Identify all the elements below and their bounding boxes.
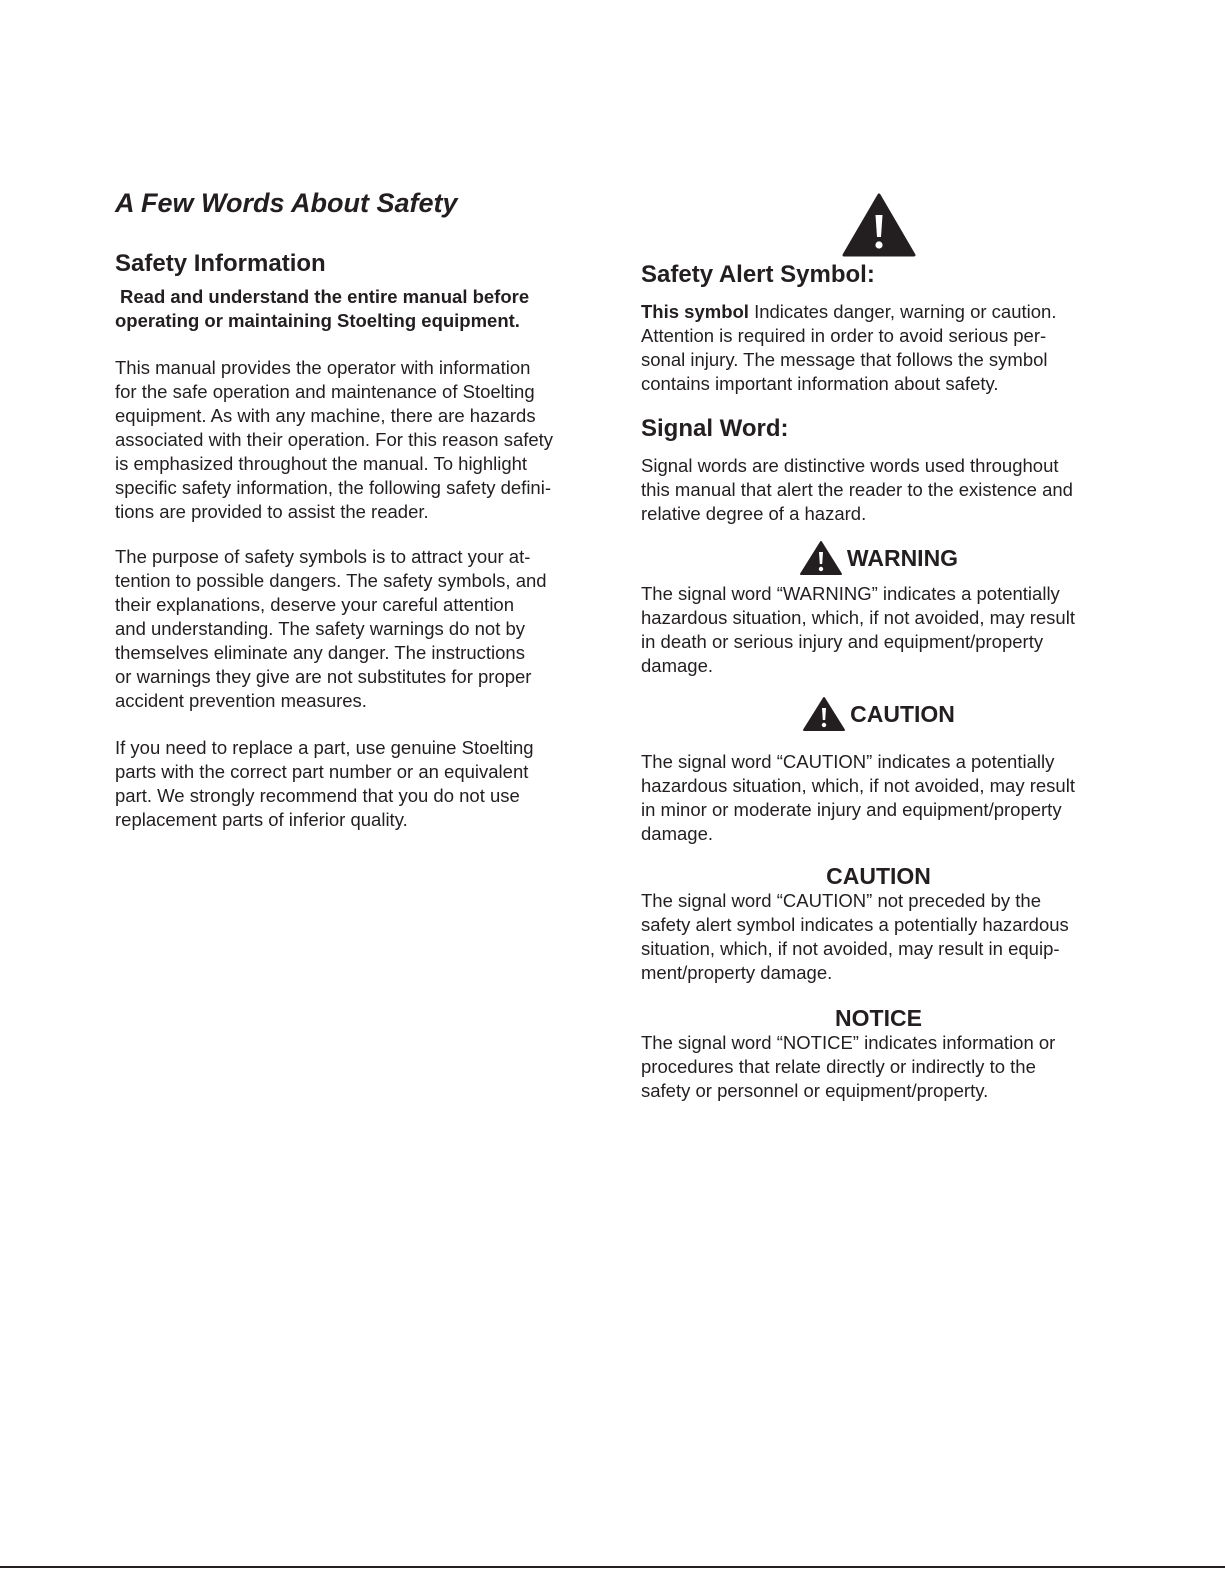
caution-alert-icon: [802, 696, 846, 732]
para2-line: The purpose of safety symbols is to attract your at-: [115, 546, 531, 567]
intro-bold: [115, 285, 590, 333]
para1-line: This manual provides the operator with information: [115, 357, 531, 378]
para1-line: equipment. As with any machine, there are hazards: [115, 405, 536, 426]
caution-word: CAUTION: [850, 701, 955, 727]
signal-line: Signal words are distinctive words used throughout: [641, 455, 1059, 476]
paragraph-symbols: [115, 545, 590, 713]
alert-line: sonal injury. The message that follows the symbol: [641, 349, 1048, 370]
notice-line: procedures that relate directly or indirectly to the: [641, 1056, 1036, 1077]
safety-information-heading: Safety Information: [115, 250, 326, 277]
intro-bold-line-2: operating or maintaining Stoelting equipment.: [115, 310, 520, 331]
para1-line: specific safety information, the following safety defini-: [115, 477, 551, 498]
alert-symbol-paragraph: [641, 300, 1116, 396]
caution-paragraph: [641, 750, 1116, 846]
notice-word: NOTICE: [835, 1005, 922, 1031]
bottom-rule: [0, 1566, 1225, 1568]
para2-line: tention to possible dangers. The safety symbols, and: [115, 570, 547, 591]
paragraph-hazards: [115, 356, 590, 524]
caution-line: The signal word “CAUTION” indicates a potentially: [641, 751, 1055, 772]
warning-alert-icon: [799, 540, 843, 576]
para2-line: or warnings they give are not substitutes for proper: [115, 666, 532, 687]
signal-line: this manual that alert the reader to the existence and: [641, 479, 1073, 500]
caution-no-symbol-label: [641, 862, 1116, 890]
alert-line: Attention is required in order to avoid serious per-: [641, 325, 1047, 346]
caution2-line: safety alert symbol indicates a potentially hazardous: [641, 914, 1069, 935]
para3-line: replacement parts of inferior quality.: [115, 809, 408, 830]
warning-line: in death or serious injury and equipment/property: [641, 631, 1044, 652]
para3-line: If you need to replace a part, use genuine Stoelting: [115, 737, 534, 758]
caution-line: in minor or moderate injury and equipment/property: [641, 799, 1062, 820]
caution-line: damage.: [641, 823, 713, 844]
alert-line: contains important information about safety.: [641, 373, 999, 394]
notice-label: [641, 1004, 1116, 1032]
this-symbol-lead: This symbol: [641, 301, 749, 322]
warning-word: WARNING: [846, 545, 959, 571]
para1-line: is emphasized throughout the manual. To highlight: [115, 453, 528, 474]
caution2-line: The signal word “CAUTION” not preceded by the: [641, 890, 1041, 911]
notice-line: safety or personnel or equipment/property.: [641, 1080, 989, 1101]
notice-line: The signal word “NOTICE” indicates information or: [641, 1032, 1056, 1053]
caution-no-symbol-paragraph: [641, 889, 1116, 985]
para1-line: for the safe operation and maintenance of Stoelting: [115, 381, 535, 402]
caution-line: hazardous situation, which, if not avoided, may result: [641, 775, 1075, 796]
safety-alert-icon: [842, 193, 916, 257]
para2-line: themselves eliminate any danger. The instructions: [115, 642, 525, 663]
para3-line: parts with the correct part number or an equivalent: [115, 761, 529, 782]
caution-label: [641, 696, 1116, 732]
notice-paragraph: [641, 1031, 1116, 1103]
alert-line-1-rest: Indicates danger, warning or caution.: [748, 301, 1057, 322]
para2-line: their explanations, deserve your careful attention: [115, 594, 515, 615]
signal-word-heading: Signal Word:: [641, 415, 789, 442]
para3-line: part. We strongly recommend that you do not use: [115, 785, 520, 806]
warning-label: [641, 540, 1116, 576]
para1-line: associated with their operation. For this reason safety: [115, 429, 554, 450]
warning-paragraph: [641, 582, 1116, 678]
caution2-line: ment/property damage.: [641, 962, 833, 983]
para2-line: and understanding. The safety warnings do not by: [115, 618, 526, 639]
safety-alert-symbol-heading: Safety Alert Symbol:: [641, 261, 875, 288]
paragraph-replacement-parts: [115, 736, 590, 832]
para1-line: tions are provided to assist the reader.: [115, 501, 429, 522]
para2-line: accident prevention measures.: [115, 690, 367, 711]
warning-line: The signal word “WARNING” indicates a potentially: [641, 583, 1060, 604]
warning-line: damage.: [641, 655, 713, 676]
page-title: A Few Words About Safety: [115, 188, 458, 218]
intro-bold-line-1: Read and understand the entire manual before: [120, 286, 530, 307]
alert-line-1: [641, 300, 1116, 324]
caution-no-symbol-word: CAUTION: [826, 863, 931, 889]
caution2-line: situation, which, if not avoided, may result in equip-: [641, 938, 1060, 959]
signal-word-paragraph: [641, 454, 1116, 526]
warning-line: hazardous situation, which, if not avoided, may result: [641, 607, 1075, 628]
signal-line: relative degree of a hazard.: [641, 503, 867, 524]
